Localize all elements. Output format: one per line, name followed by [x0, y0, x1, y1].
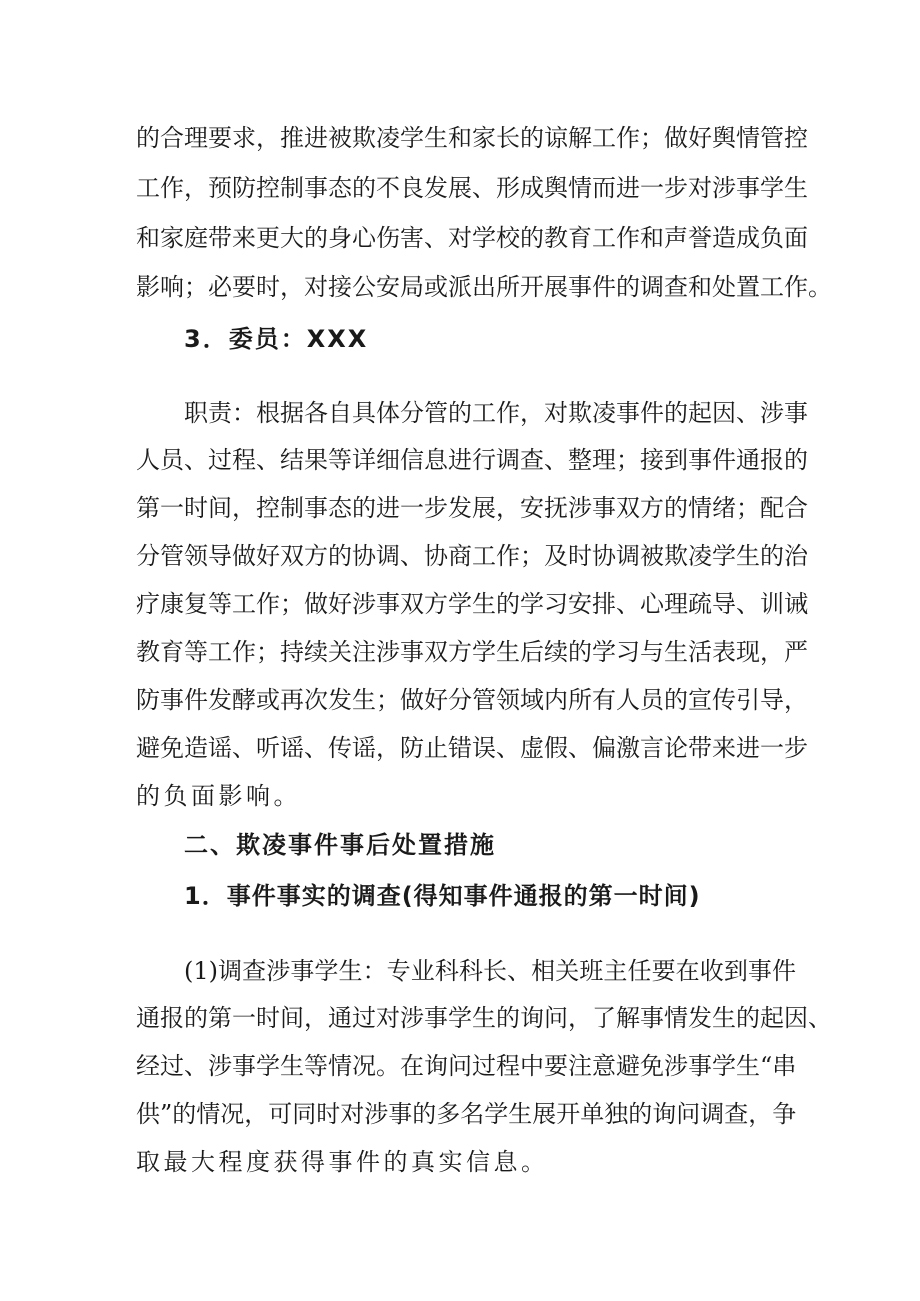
paragraph-line: 避免造谣、听谣、传谣，防止错误、虚假、偏激言论带来进一步: [136, 734, 808, 762]
subsection-heading-investigation: 1．事件事实的调查(得知事件通报的第一时间): [184, 882, 701, 910]
paragraph-line: 疗康复等工作；做好涉事双方学生的学习安排、心理疏导、训诫: [136, 590, 808, 618]
paragraph-line: 的负面影响。: [136, 782, 301, 810]
paragraph-line: 的合理要求，推进被欺凌学生和家长的谅解工作；做好舆情管控: [136, 124, 808, 152]
paragraph-line: (1)调查涉事学生：专业科科长、相关班主任要在收到事件: [184, 957, 796, 985]
paragraph-line: 职责：根据各自具体分管的工作，对欺凌事件的起因、涉事: [184, 399, 808, 427]
paragraph-line: 通报的第一时间，通过对涉事学生的询问，了解事情发生的起因、: [136, 1004, 832, 1032]
paragraph-line: 供”的情况，可同时对涉事的多名学生展开单独的询问调查，争: [136, 1100, 797, 1128]
paragraph-line: 防事件发酵或再次发生；做好分管领域内所有人员的宣传引导，: [136, 686, 808, 714]
paragraph-line: 第一时间，控制事态的进一步发展，安抚涉事双方的情绪；配合: [136, 494, 808, 522]
paragraph-line: 教育等工作；持续关注涉事双方学生后续的学习与生活表现，严: [136, 638, 808, 666]
section-heading-aftermath: 二、欺凌事件事后处置措施: [184, 831, 496, 859]
paragraph-line: 取最大程度获得事件的真实信息。: [136, 1148, 549, 1176]
section-heading-member: 3．委员：XXX: [184, 325, 369, 353]
paragraph-line: 分管领导做好双方的协调、协商工作；及时协调被欺凌学生的治: [136, 542, 808, 570]
paragraph-line: 和家庭带来更大的身心伤害、对学校的教育工作和声誉造成负面: [136, 224, 808, 252]
paragraph-line: 影响；必要时，对接公安局或派出所开展事件的调查和处置工作。: [136, 273, 832, 301]
paragraph-line: 经过、涉事学生等情况。在询问过程中要注意避免涉事学生“串: [136, 1052, 797, 1080]
paragraph-line: 工作，预防控制事态的不良发展、形成舆情而进一步对涉事学生: [136, 174, 808, 202]
paragraph-line: 人员、过程、结果等详细信息进行调查、整理；接到事件通报的: [136, 446, 808, 474]
